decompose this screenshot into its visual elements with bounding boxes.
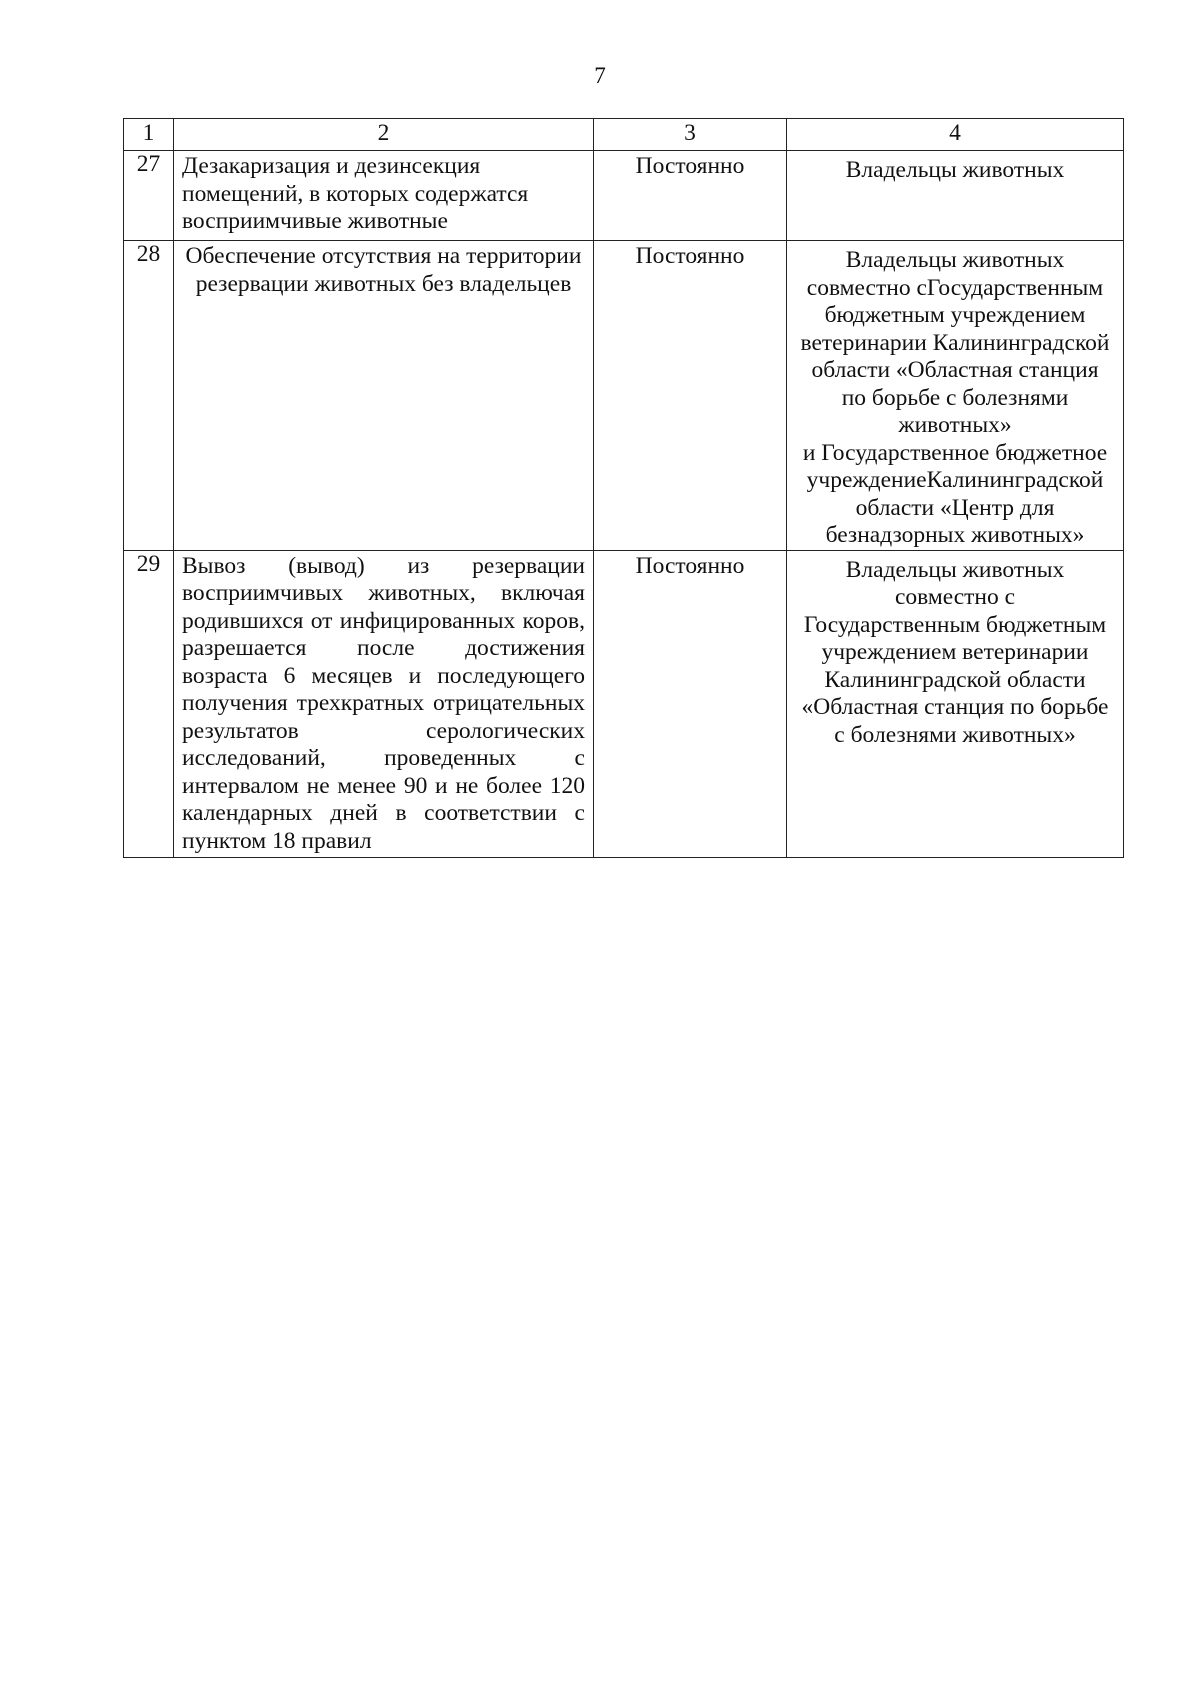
term-cell: Постоянно xyxy=(594,550,787,857)
responsible-line: и Государственное бюджетное xyxy=(802,439,1108,466)
responsible-line: учреждениеКалининградской xyxy=(806,467,1104,493)
row-number: 27 xyxy=(124,151,174,241)
responsible-line: области «Центр для xyxy=(855,494,1055,521)
responsible-line: совместно с xyxy=(894,584,1016,610)
responsible-cell xyxy=(787,151,1124,241)
term-cell: Постоянно xyxy=(594,241,787,551)
measure-cell: Дезакаризация и дезинсекция помещений, в которых содержатся восприимчивые животные xyxy=(174,151,594,241)
page-number: 7 xyxy=(594,63,606,88)
row-number: 28 xyxy=(124,241,174,551)
table-row xyxy=(124,151,1124,241)
responsible-line: «Областная станция по борьбе xyxy=(801,694,1109,720)
responsible-cell xyxy=(787,550,1124,857)
table-header-row xyxy=(124,119,1124,151)
measure-cell: Вывоз (вывод) из резервации восприимчивых животных, включая родившихся от инфицированных коров, разрешается после достижения возраста 6 месяцев и последующего получения трехкратных отрицательных результатов серологических исследований, проведенных с интервалом не менее 90 и не более 120 календарных дней в соответствии с пунктом 18 правил xyxy=(174,550,594,857)
responsible-line: животных» xyxy=(898,412,1012,438)
responsible-line: ветеринарии Калининградской xyxy=(800,329,1110,356)
header-cell-2: 2 xyxy=(174,119,594,151)
table-row xyxy=(124,241,1124,551)
responsible-line: Владельцы животных xyxy=(845,157,1065,183)
measures-table xyxy=(123,118,1124,858)
measure-cell: Обеспечение отсутствия на территории резервации животных без владельцев xyxy=(174,241,594,551)
responsible-line: Калининградской области xyxy=(824,666,1086,693)
responsible-line: Владельцы животных xyxy=(845,247,1065,273)
row-number: 29 xyxy=(124,550,174,857)
table-row xyxy=(124,550,1124,857)
responsible-line: области «Областная станция xyxy=(811,357,1099,383)
responsible-line: учреждением ветеринарии xyxy=(821,639,1089,665)
header-cell-3: 3 xyxy=(594,119,787,151)
responsible-line: по борьбе с болезнями xyxy=(841,384,1069,411)
header-cell-1: 1 xyxy=(124,119,174,151)
header-cell-4: 4 xyxy=(787,119,1124,151)
responsible-line: Государственным бюджетным xyxy=(803,611,1107,638)
responsible-line: безнадзорных животных» xyxy=(825,522,1085,548)
responsible-line: Владельцы животных xyxy=(845,556,1065,583)
responsible-line: с болезнями животных» xyxy=(834,721,1076,748)
responsible-line: совместно сГосударственным xyxy=(806,274,1104,301)
term-cell: Постоянно xyxy=(594,151,787,241)
responsible-cell xyxy=(787,241,1124,551)
responsible-line: бюджетным учреждением xyxy=(824,302,1086,328)
